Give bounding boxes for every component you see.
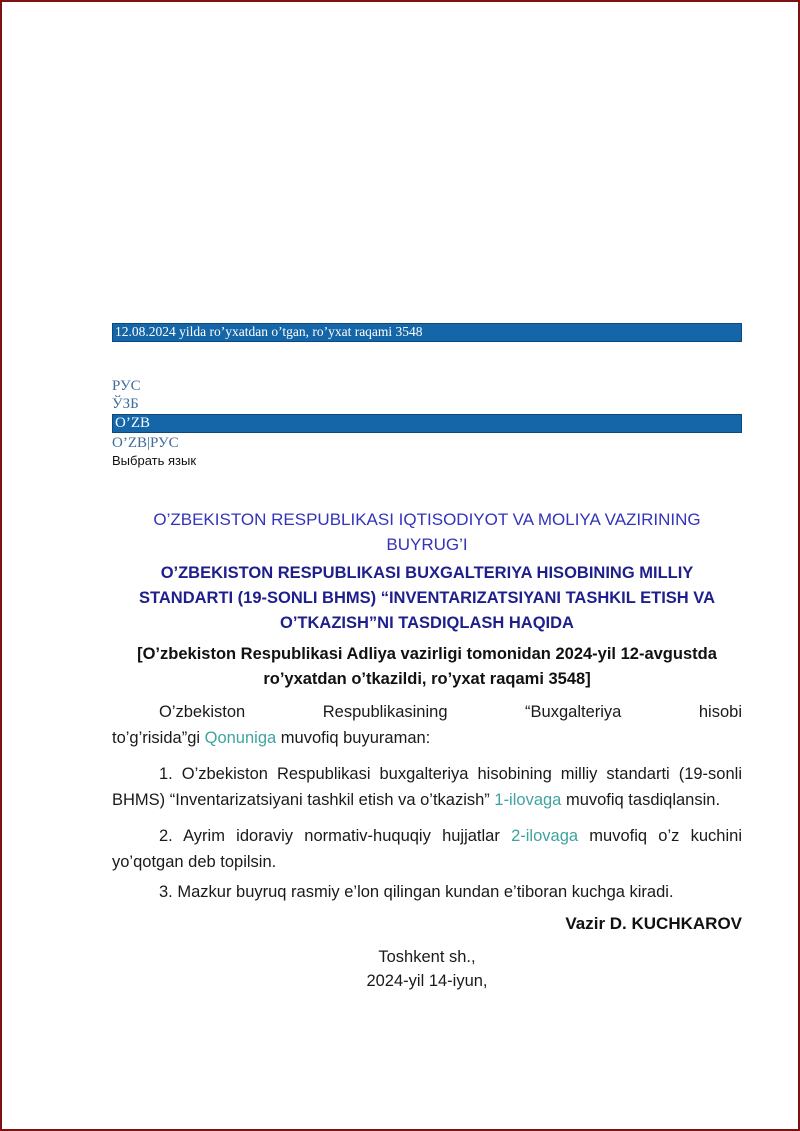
annex-1-link[interactable]: 1-ilovaga — [494, 791, 562, 809]
language-link-uzb-latin-selected[interactable]: O’ZB — [112, 414, 742, 433]
paragraph-1-text-end: muvofiq tasdiqlansin. — [561, 791, 721, 809]
intro-paragraph — [112, 699, 742, 751]
intro-line-1: O’zbekiston Respublikasining “Buxgalteriya hisobi — [159, 703, 742, 721]
place-date-block — [112, 945, 742, 993]
language-switcher-caption: Выбрать язык — [112, 453, 197, 468]
registration-note: [O’zbekiston Respublikasi Adliya vazirligi tomonidan 2024-yil 12-avgustda ro’yxatdan o’tkazildi, ro’yxat raqami 3548] — [137, 645, 717, 688]
paragraph-2-text: 2. Ayrim idoraviy normativ-huquqiy hujjatlar — [159, 827, 512, 845]
paragraph-2-text-end: muvofiq o’z kuchini yo’qotgan deb topilsin. — [112, 827, 742, 871]
signature-place: Toshkent sh., — [378, 948, 476, 966]
intro-line-2-post: muvofiq buyuraman: — [276, 729, 431, 747]
language-switcher — [112, 377, 742, 469]
intro-line-2-pre: to’g’risida”gi — [112, 729, 205, 747]
law-link[interactable]: Qonuniga — [204, 729, 277, 747]
language-link-rus[interactable]: РУС — [112, 378, 141, 394]
language-link-uzb-cyrillic[interactable]: ЎЗБ — [112, 396, 139, 412]
paragraph-1-text: 1. O’zbekiston Respublikasi buxgalteriya hisobining milliy standarti (19-sonli BHMS) “Inventarizatsiyani tashkil etish va o’tkazish” — [112, 765, 742, 809]
paragraph-3 — [112, 879, 742, 905]
document-subtitle: O’ZBEKISTON RESPUBLIKASI BUXGALTERIYA HISOBINING MILLIY STANDARTI (19-SONLI BHMS) “INVENTARIZATSIYANI TASHKIL ETISH VA O’TKAZISH”NI TASDIQLASH HAQIDA — [139, 564, 715, 632]
minister-signature: Vazir D. KUCHKAROV — [565, 914, 742, 933]
document-content — [112, 2, 742, 993]
document-title: O’ZBEKISTON RESPUBLIKASI IQTISODIYOT VA MOLIYA VAZIRINING BUYRUG’I — [153, 510, 701, 554]
annex-2-link[interactable]: 2-ilovaga — [511, 827, 579, 845]
paragraph-1 — [112, 761, 742, 813]
language-link-uzb-rus[interactable]: O’ZB|РУС — [112, 435, 179, 451]
paragraph-3-text: 3. Mazkur buyruq rasmiy e’lon qilingan kundan e’tiboran kuchga kiradi. — [159, 883, 674, 901]
signature-date: 2024-yil 14-iyun, — [366, 972, 488, 990]
registration-bar: 12.08.2024 yilda ro’yxatdan o’tgan, ro’yxat raqami 3548 — [112, 323, 742, 342]
paragraph-2 — [112, 823, 742, 875]
